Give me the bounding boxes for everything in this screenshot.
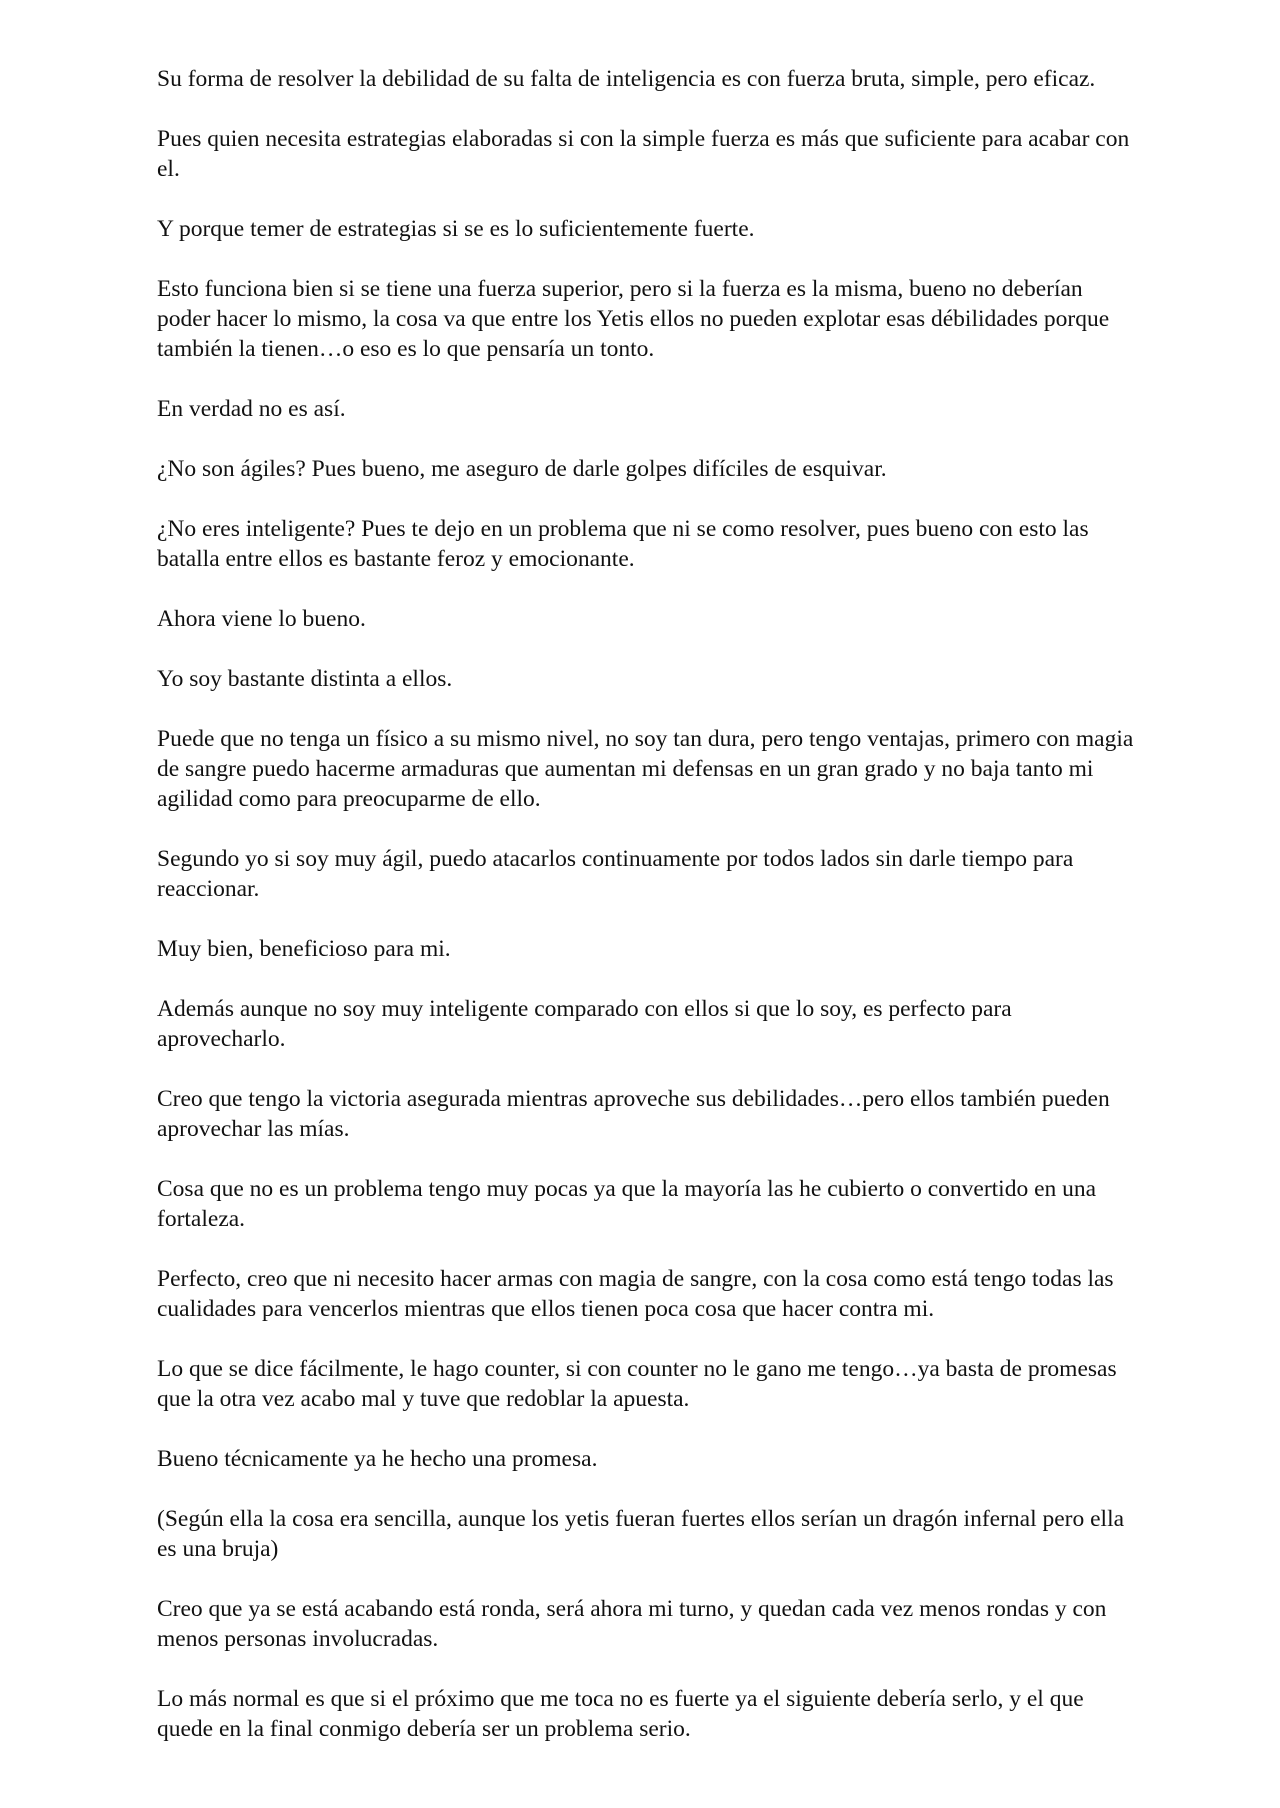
paragraph: Esto funciona bien si se tiene una fuerza superior, pero si la fuerza es la misma, bueno no deberían poder hacer lo mismo, la cosa va que entre los Yetis ellos no pueden explotar esas débilidades porque también la tienen…o eso es lo que pensaría un tonto. <box>157 276 1110 362</box>
paragraph: Puede que no tenga un físico a su mismo nivel, no soy tan dura, pero tengo ventajas, primero con magia de sangre puedo hacerme armaduras que aumentan mi defensas en un gran grado y no baja tanto mi agilidad como para preocuparme de ello. <box>157 726 1134 812</box>
paragraph: Lo más normal es que si el próximo que me toca no es fuerte ya el siguiente debería serlo, y el que quede en la final conmigo debería ser un problema serio. <box>157 1686 1084 1742</box>
paragraph: Además aunque no soy muy inteligente comparado con ellos si que lo soy, es perfecto para aprovecharlo. <box>157 996 1012 1052</box>
paragraph: Perfecto, creo que ni necesito hacer armas con magia de sangre, con la cosa como está tengo todas las cualidades para vencerlos mientras que ellos tienen poca cosa que hacer contra mi. <box>157 1266 1114 1322</box>
paragraph: Su forma de resolver la debilidad de su falta de inteligencia es con fuerza bruta, simple, pero eficaz. <box>157 66 1096 92</box>
paragraph: Creo que tengo la victoria asegurada mientras aproveche sus debilidades…pero ellos también pueden aprovechar las mías. <box>157 1086 1110 1142</box>
paragraph: Cosa que no es un problema tengo muy pocas ya que la mayoría las he cubierto o convertido en una fortaleza. <box>157 1176 1097 1232</box>
paragraph: Muy bien, beneficioso para mi. <box>157 936 451 962</box>
paragraph: Yo soy bastante distinta a ellos. <box>157 666 453 692</box>
paragraph: Lo que se dice fácilmente, le hago counter, si con counter no le gano me tengo…ya basta de promesas que la otra vez acabo mal y tuve que redoblar la apuesta. <box>157 1356 1117 1412</box>
document-body <box>157 64 1137 1774</box>
paragraph: ¿No eres inteligente? Pues te dejo en un problema que ni se como resolver, pues bueno con esto las batalla entre ellos es bastante feroz y emocionante. <box>157 516 1089 572</box>
paragraph: Y porque temer de estrategias si se es lo suficientemente fuerte. <box>157 216 755 242</box>
paragraph: Creo que ya se está acabando está ronda, será ahora mi turno, y quedan cada vez menos rondas y con menos personas involucradas. <box>157 1596 1107 1652</box>
paragraph: Pues quien necesita estrategias elaboradas si con la simple fuerza es más que suficiente para acabar con el. <box>157 126 1130 182</box>
paragraph: En verdad no es así. <box>157 396 346 422</box>
paragraph: Bueno técnicamente ya he hecho una promesa. <box>157 1446 598 1472</box>
paragraph: Ahora viene lo bueno. <box>157 606 366 632</box>
paragraph: (Según ella la cosa era sencilla, aunque los yetis fueran fuertes ellos serían un dragón infernal pero ella es una bruja) <box>157 1506 1125 1562</box>
paragraph: Segundo yo si soy muy ágil, puedo atacarlos continuamente por todos lados sin darle tiempo para reaccionar. <box>157 846 1074 902</box>
paragraph: ¿No son ágiles? Pues bueno, me aseguro de darle golpes difíciles de esquivar. <box>157 456 887 482</box>
